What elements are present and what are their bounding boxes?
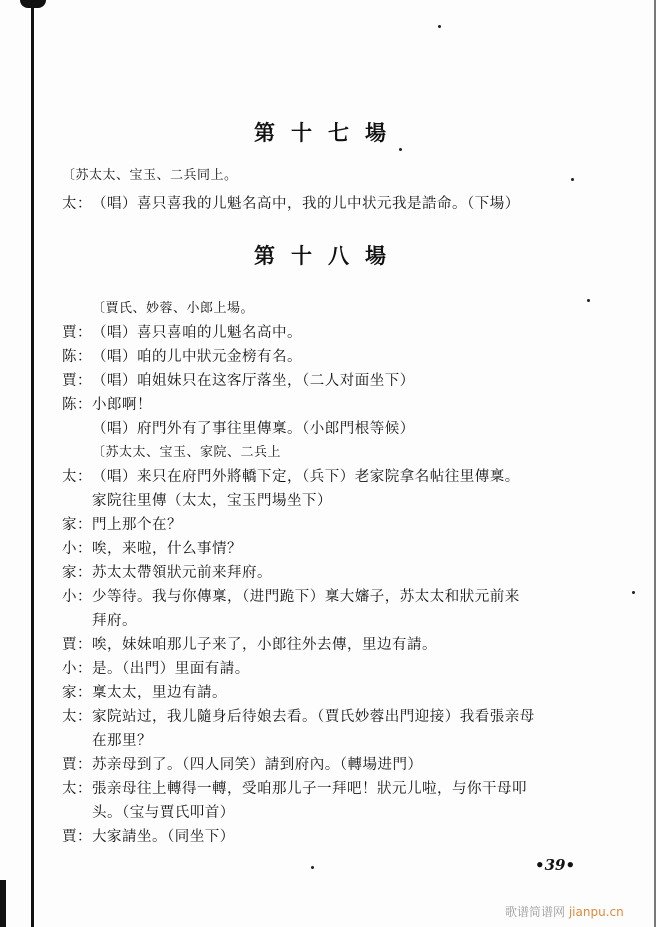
dialogue-continuation: 头。（宝与賈氏叩首） [92, 805, 235, 821]
speaker-label: 家： [62, 517, 92, 533]
scene-title-17: 第十七場 [254, 120, 402, 145]
dialogue-continuation: （唱）府門外有了事往里傳稟。（小郎門根等候） [92, 421, 415, 437]
dialogue-text: 稟太太，里边有請。 [92, 685, 227, 701]
scan-speck [399, 148, 402, 151]
dialogue-line [62, 825, 235, 846]
dialogue-line [62, 513, 182, 534]
scene-title-18: 第十八場 [254, 243, 402, 268]
dialogue-text: 家院站过，我儿隨身后待娘去看。（賈氏妙蓉出門迎接）我看張亲母 [92, 709, 535, 725]
speaker-label: 太： [62, 469, 92, 485]
dialogue-line [62, 537, 242, 558]
watermark-en: jianpu.cn [568, 905, 624, 919]
speaker-label: 太： [62, 781, 92, 797]
speaker-label: 賈： [62, 325, 92, 341]
watermark-cn: 歌谱简谱网 [505, 905, 566, 919]
binding-edge-mark [0, 880, 6, 927]
dialogue-line [62, 681, 227, 702]
speaker-label: 賈： [62, 757, 92, 773]
dialogue-text: 小郎啊！ [92, 397, 152, 413]
dialogue-text: 苏太太帶領狀元前来拜府。 [92, 565, 272, 581]
dialogue-line [62, 633, 437, 654]
dialogue-line [62, 585, 520, 606]
dialogue-line [62, 369, 415, 390]
dialogue-line [62, 657, 250, 678]
speaker-label: 小： [62, 661, 92, 677]
speaker-label: 家： [62, 565, 92, 581]
dialogue-line [62, 393, 152, 414]
dialogue-text: 唉，妹妹咱那儿子来了，小郎往外去傳，里边有請。 [92, 637, 437, 653]
dialogue-text: 大家請坐。（同坐下） [92, 829, 235, 845]
speaker-label: 小： [62, 589, 92, 605]
dialogue-text: （唱）咱的儿中狀元金榜有名。 [92, 349, 302, 365]
stage-direction: 〔苏太太、宝玉、二兵同上。 [62, 168, 238, 183]
page-number: •39• [535, 856, 576, 874]
speaker-label: 賈： [62, 637, 92, 653]
speaker-label: 陈： [62, 349, 92, 365]
scan-speck [571, 178, 574, 181]
dialogue-line [62, 777, 527, 798]
speaker-label: 太： [62, 709, 92, 725]
dialogue-text: （唱）喜只喜我的儿魁名高中，我的儿中状元我是誥命。（下場） [92, 196, 520, 212]
dialogue-text: （唱）来只在府門外將轎下定，（兵下）老家院拿名帖往里傳稟。 [92, 469, 520, 485]
speaker-label: 家： [62, 685, 92, 701]
dialogue-line [62, 345, 302, 366]
dialogue-text: （唱）咱姐妹只在这客厅落坐，（二人对面坐下） [92, 373, 415, 389]
dialogue-text: 唉，来啦，什么事情？ [92, 541, 242, 557]
dialogue-text: （唱）喜只喜咱的儿魁名高中。 [92, 325, 302, 341]
speaker-label: 太： [62, 196, 92, 212]
dialogue-text: 是。（出門）里面有請。 [92, 661, 250, 677]
scan-speck [311, 866, 314, 869]
dialogue-text: 張亲母往上轉得一轉，受咱那儿子一拜吧！狀元儿啦，与你干母叩 [92, 781, 527, 797]
dialogue-continuation: 家院往里傳（太太，宝玉門場坐下） [92, 493, 332, 509]
speaker-label: 陈： [62, 397, 92, 413]
dialogue-line [62, 561, 272, 582]
dialogue-line [62, 321, 302, 342]
dialogue-line [62, 753, 423, 774]
dialogue-line [62, 192, 520, 213]
dialogue-continuation: 拜府。 [92, 613, 137, 629]
dialogue-text: 苏亲母到了。（四人同笑）請到府內。（轉場进門） [92, 757, 423, 773]
scan-speck [438, 25, 441, 28]
stage-direction: 〔賈氏、妙蓉、小郎上場。 [92, 301, 255, 316]
speaker-label: 賈： [62, 829, 92, 845]
dialogue-line [62, 705, 535, 726]
dialogue-text: 少等待。我与你傳稟，（进門跪下）稟大嬸子，苏太太和狀元前来 [92, 589, 520, 605]
speaker-label: 賈： [62, 373, 92, 389]
speaker-label: 小： [62, 541, 92, 557]
scan-speck [632, 591, 635, 594]
dialogue-line [62, 465, 520, 486]
stage-direction: 〔苏太太、宝玉、家院、二兵上 [92, 445, 282, 460]
scan-speck [587, 299, 590, 302]
dialogue-continuation: 在那里？ [92, 733, 152, 749]
watermark [505, 903, 624, 920]
dialogue-text: 門上那个在？ [92, 517, 182, 533]
